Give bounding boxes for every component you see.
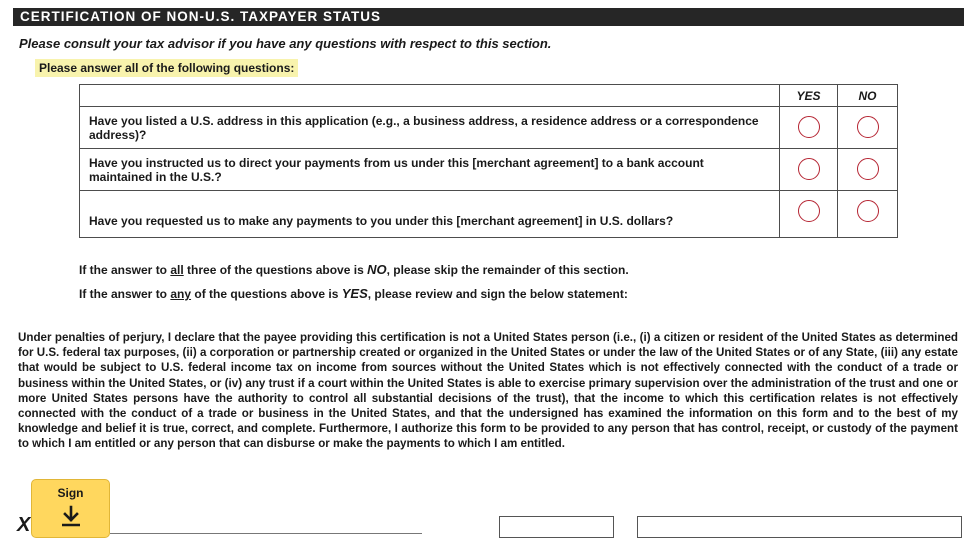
- sign-button[interactable]: [31, 479, 110, 538]
- instr1-all: all: [170, 263, 184, 277]
- q2-no-radio[interactable]: [857, 158, 879, 180]
- table-row: [80, 107, 898, 149]
- instr2-text-a: If the answer to: [79, 287, 171, 301]
- q1-yes-radio[interactable]: [798, 116, 820, 138]
- perjury-statement: Under penalties of perjury, I declare that the payee providing this certification is not a United States person (i.e., (i) a citizen or resident of the United States as determined for U.S. federal tax purposes, (ii) a corporation or partnership created or organized in the United States or under the law of the United States or of any State, (iii) any estate that would be subject to U.S. federal income tax on income from sources without the United States which is not effectively connected with the conduct of a trade or business within the United States, or (iv) any trust if a court within the United States is able to exercise primary supervision over the administration of the trust and one or more United States persons have the authority to control all substantial decisions of the trust), that the income to which this certification relates is not effectively connected with the conduct of a trade or business in the United States, and that the undersigned has examined the information on this form and to the best of my knowledge and belief it is true, correct, and complete. Furthermore, I authorize this form to be provided to any person that has control, receipt, or custody of the payment to which I am entitled or any person that can disburse or make the payments to which I am entitled.: [18, 331, 958, 451]
- question-3: [80, 191, 780, 238]
- name-field[interactable]: [637, 516, 962, 538]
- header-blank: [80, 85, 780, 107]
- q3-yes-cell: [780, 191, 838, 238]
- consult-note: Please consult your tax advisor if you have any questions with respect to this section.: [19, 36, 552, 51]
- q2-yes-radio[interactable]: [798, 158, 820, 180]
- sign-button-label: Sign: [57, 486, 84, 500]
- signature-x-mark: X: [17, 514, 31, 536]
- q1-no-radio[interactable]: [857, 116, 879, 138]
- q3-no-cell: [838, 191, 898, 238]
- instr2-text-e: , please review and sign the below statement:: [367, 287, 628, 301]
- instr1-text-a: If the answer to: [79, 263, 171, 277]
- section-title: CERTIFICATION OF NON-U.S. TAXPAYER STATUS: [13, 8, 964, 26]
- q1-no-cell: [838, 107, 898, 149]
- header-yes: YES: [780, 85, 838, 107]
- q3-yes-radio[interactable]: [798, 200, 820, 222]
- download-arrow-icon: [59, 504, 83, 528]
- signature-line: [110, 533, 422, 534]
- q2-no-cell: [838, 149, 898, 191]
- table-header-row: [80, 85, 898, 107]
- instr1-text-c: three of the questions above is: [183, 263, 368, 277]
- question-1: Have you listed a U.S. address in this application (e.g., a business address, a residence address or a correspondence address)?: [80, 107, 780, 149]
- q3-no-radio[interactable]: [857, 200, 879, 222]
- table-row: [80, 149, 898, 191]
- questions-table: [79, 84, 898, 238]
- header-no: NO: [838, 85, 898, 107]
- instr1-text-e: , please skip the remainder of this section.: [386, 263, 629, 277]
- instruction-sign: [79, 286, 628, 301]
- instr1-no: NO: [367, 262, 387, 277]
- q1-yes-cell: [780, 107, 838, 149]
- question-3-text: Have you requested us to make any payments to you under this [merchant agreement] in U.S. dollars?: [89, 214, 674, 228]
- answer-prompt: Please answer all of the following questions:: [35, 59, 298, 77]
- table-row: [80, 191, 898, 238]
- date-field[interactable]: [499, 516, 614, 538]
- instruction-skip: [79, 262, 629, 277]
- q2-yes-cell: [780, 149, 838, 191]
- instr2-any: any: [170, 287, 192, 301]
- question-2: Have you instructed us to direct your payments from us under this [merchant agreement] to a bank account maintained in the U.S.?: [80, 149, 780, 191]
- instr2-yes: YES: [341, 286, 368, 301]
- instr2-text-c: of the questions above is: [191, 287, 342, 301]
